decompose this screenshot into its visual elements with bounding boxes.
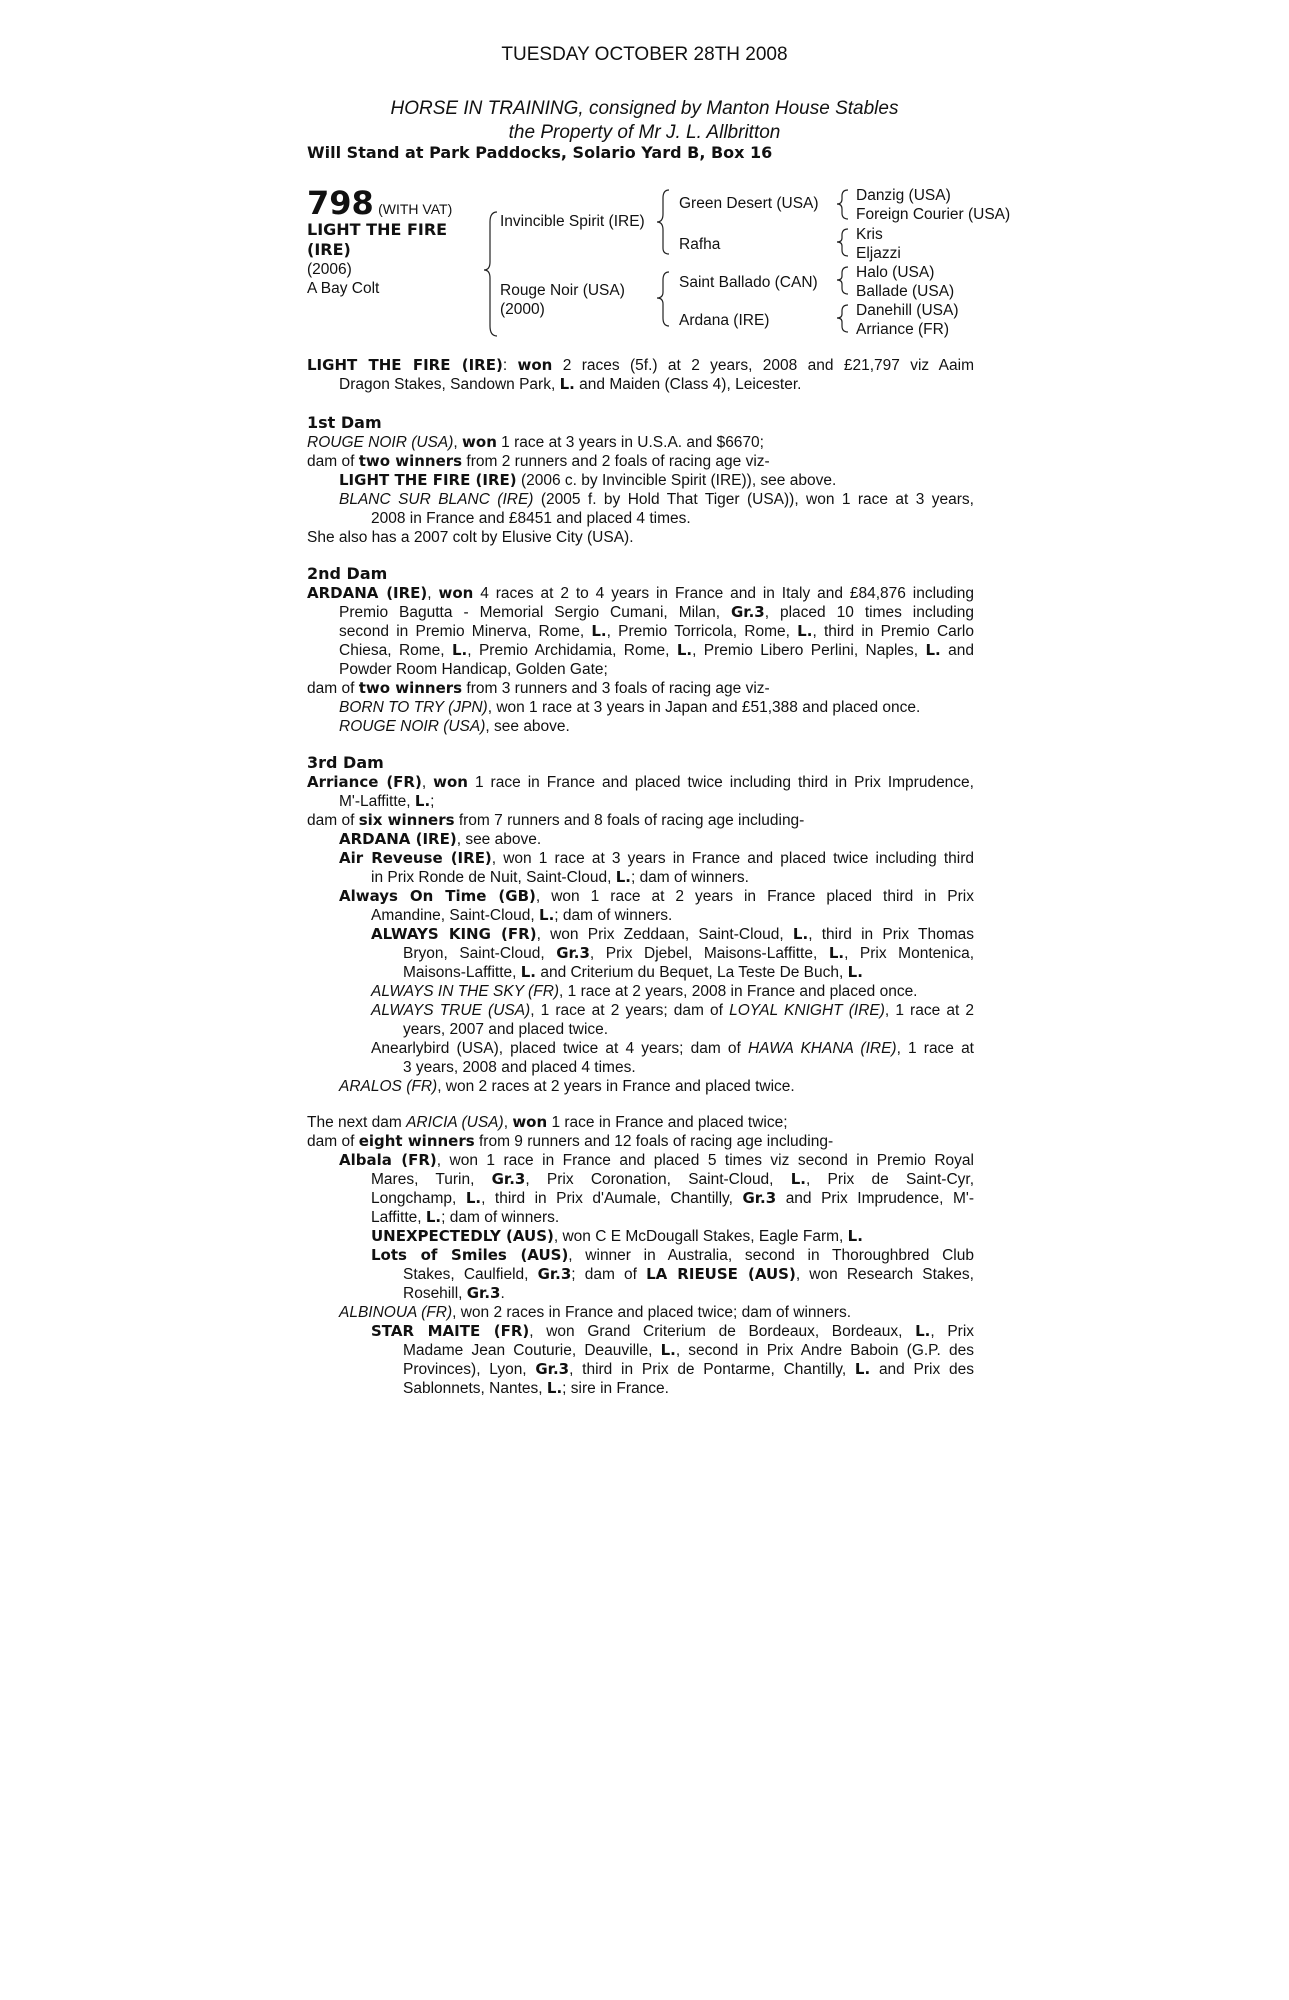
text-segment: two winners: [358, 679, 463, 697]
horse-origin: (IRE): [307, 240, 351, 259]
text-line: [307, 982, 974, 1001]
text-segment: , won C E McDougall Stakes, Eagle Farm,: [553, 1228, 848, 1245]
pedigree-dsd: Ballade (USA): [856, 283, 955, 300]
text-line: [307, 641, 974, 660]
text-line: [307, 753, 974, 773]
text-line: [307, 471, 974, 490]
text-segment: , third in Premio Carlo: [812, 623, 974, 640]
text-segment: (2005 f. by Hold That Tiger (USA)), won 1 race at 3 years,: [533, 491, 974, 508]
text-segment: , won Grand Criterium de Bordeaux, Bordeaux,: [529, 1323, 916, 1340]
text-line: [307, 1208, 974, 1227]
text-line: [307, 830, 974, 849]
text-line: [307, 1284, 974, 1303]
text-segment: won: [517, 356, 553, 374]
text-segment: ROUGE NOIR (USA): [307, 434, 454, 451]
text-segment: ARICIA (USA): [406, 1114, 504, 1131]
text-segment: Dragon Stakes, Sandown Park,: [339, 376, 560, 393]
vat-note: (WITH VAT): [378, 201, 453, 217]
text-segment: 2 races (5f.) at 2 years, 2008 and £21,797 viz Aaim: [552, 357, 974, 374]
text-segment: , won Research Stakes,: [795, 1266, 974, 1283]
text-segment: L.: [915, 1322, 931, 1340]
text-segment: years, 2007 and placed twice.: [403, 1021, 609, 1038]
text-segment: :: [502, 357, 518, 374]
text-segment: L.: [828, 944, 845, 962]
text-segment: , second in Prix Andre Baboin (G.P. des: [675, 1342, 974, 1359]
text-segment: won: [512, 1113, 548, 1131]
race-summary: [307, 356, 974, 394]
text-line: [307, 490, 974, 509]
text-segment: L.: [925, 641, 941, 659]
text-segment: , Prix Montenica,: [844, 945, 974, 962]
text-segment: ; dam of: [571, 1266, 647, 1283]
text-line: [307, 584, 974, 603]
text-segment: 1st Dam: [307, 413, 382, 432]
text-segment: and Prix des: [870, 1361, 974, 1378]
text-segment: ,: [427, 585, 439, 602]
pedigree-sss: Danzig (USA): [856, 187, 951, 204]
text-line: [307, 1246, 974, 1265]
text-segment: LA RIEUSE (AUS): [646, 1265, 796, 1283]
consignment-line: HORSE IN TRAINING, consigned by Manton House Stables: [390, 98, 899, 119]
text-line: [307, 925, 974, 944]
text-segment: LIGHT THE FIRE (IRE): [339, 471, 517, 489]
text-segment: L.: [451, 641, 468, 659]
text-segment: Anearlybird (USA), placed twice at 4 years; dam of: [371, 1040, 748, 1057]
text-segment: won: [433, 773, 468, 791]
pedigree-dss: Halo (USA): [856, 264, 935, 281]
text-line: [307, 375, 974, 394]
text-segment: Gr.3: [731, 603, 765, 621]
text-segment: , Prix de Saint-Cyr,: [806, 1171, 975, 1188]
text-line: [307, 1265, 974, 1284]
text-line: [307, 528, 974, 547]
text-segment: 3rd Dam: [307, 753, 384, 772]
text-segment: Bryon, Saint-Cloud,: [403, 945, 557, 962]
text-line: [307, 906, 974, 925]
text-segment: second in Premio Minerva, Rome,: [339, 623, 592, 640]
text-segment: Always On Time (GB): [339, 887, 536, 905]
text-segment: UNEXPECTEDLY (AUS): [371, 1227, 554, 1245]
text-segment: ; dam of winners.: [554, 907, 673, 924]
text-segment: , Prix Djebel, Maisons-Laffitte,: [589, 945, 829, 962]
text-segment: She also has a 2007 colt by Elusive City (USA).: [307, 529, 634, 546]
text-segment: Gr.3: [556, 944, 590, 962]
text-line: [307, 773, 974, 792]
text-line: [307, 811, 974, 830]
text-segment: Rosehill,: [403, 1285, 467, 1302]
text-segment: dam of: [307, 1133, 359, 1150]
pedigree-dam-sire: Saint Ballado (CAN): [679, 274, 818, 291]
property-line: the Property of Mr J. L. Allbritton: [508, 122, 781, 143]
text-line: [307, 698, 974, 717]
text-segment: , Premio Archidamia, Rome,: [467, 642, 677, 659]
text-segment: HAWA KHANA (IRE): [747, 1040, 897, 1057]
text-segment: six winners: [358, 811, 455, 829]
text-segment: , won 1 race in France and placed 5 times viz second in Premio Royal: [436, 1152, 974, 1169]
pedigree-dam-dam: Ardana (IRE): [679, 312, 770, 329]
text-line: [307, 1189, 974, 1208]
text-segment: Albala (FR): [339, 1151, 437, 1169]
second-dam-section: [307, 564, 974, 736]
text-segment: two winners: [358, 452, 463, 470]
text-segment: , third in Prix Thomas: [808, 926, 974, 943]
text-segment: Powder Room Handicap, Golden Gate;: [339, 661, 608, 678]
text-segment: BORN TO TRY (JPN): [339, 699, 488, 716]
text-segment: won: [462, 433, 497, 451]
pedigree-sds: Kris: [856, 226, 883, 243]
text-segment: L.: [847, 1227, 863, 1245]
text-line: [307, 1132, 974, 1151]
text-segment: 4 races at 2 to 4 years in France and in Italy and £84,876 including: [473, 585, 974, 602]
text-segment: , Prix: [930, 1323, 975, 1340]
text-segment: Sablonnets, Nantes,: [403, 1380, 547, 1397]
first-dam-section: [307, 413, 974, 547]
text-segment: from 3 runners and 3 foals of racing age viz-: [462, 680, 770, 697]
third-dam-section: [307, 753, 974, 1096]
text-line: [307, 660, 974, 679]
text-segment: , third in Prix d'Aumale, Chantilly,: [481, 1190, 743, 1207]
text-segment: Laffitte,: [371, 1209, 426, 1226]
text-line: [307, 1113, 974, 1132]
text-line: [307, 509, 974, 528]
lot-number: 798: [307, 184, 374, 222]
text-segment: dam of: [307, 680, 359, 697]
text-segment: dam of: [307, 812, 359, 829]
text-segment: Arriance (FR): [307, 773, 422, 791]
text-segment: Amandine, Saint-Cloud,: [371, 907, 540, 924]
text-segment: LIGHT THE FIRE (IRE): [307, 356, 503, 374]
text-segment: Madame Jean Couturie, Deauville,: [403, 1342, 661, 1359]
text-segment: ALBINOUA (FR): [339, 1304, 453, 1321]
text-line: [307, 433, 974, 452]
pedigree-dam-year: (2000): [500, 301, 545, 318]
text-segment: , won 1 race at 2 years in France placed third in Prix: [535, 888, 974, 905]
text-segment: ,: [503, 1114, 513, 1131]
text-segment: Gr.3: [742, 1189, 777, 1207]
text-segment: , see above.: [456, 831, 542, 848]
text-segment: and: [940, 642, 974, 659]
text-segment: ; sire in France.: [562, 1380, 669, 1397]
text-segment: M'-Laffitte,: [339, 793, 415, 810]
horse-name: LIGHT THE FIRE: [307, 220, 448, 239]
text-segment: ARDANA (IRE): [339, 830, 457, 848]
text-segment: , won Prix Zeddaan, Saint-Cloud,: [536, 926, 793, 943]
text-line: [307, 1058, 974, 1077]
text-segment: Longchamp,: [371, 1190, 466, 1207]
text-line: [307, 452, 974, 471]
text-line: [307, 1227, 974, 1246]
text-segment: , 1 race at 2: [884, 1002, 974, 1019]
text-segment: dam of: [307, 453, 359, 470]
text-segment: , see above.: [485, 718, 570, 735]
text-segment: (2006 c. by Invincible Spirit (IRE)), see above.: [516, 472, 837, 489]
text-segment: Stakes, Caulfield,: [403, 1266, 538, 1283]
text-segment: Gr.3: [537, 1265, 572, 1283]
text-segment: 1 race at 3 years in U.S.A. and $6670;: [496, 434, 764, 451]
text-segment: ROUGE NOIR (USA): [339, 718, 486, 735]
text-line: [307, 413, 974, 433]
text-segment: and Prix Imprudence, M'-: [776, 1190, 974, 1207]
text-segment: Gr.3: [466, 1284, 501, 1302]
text-segment: ALWAYS TRUE (USA): [371, 1002, 531, 1019]
text-line: [307, 1170, 974, 1189]
text-segment: 2008 in France and £8451 and placed 4 times.: [371, 510, 691, 527]
text-segment: ALWAYS IN THE SKY (FR): [371, 983, 560, 1000]
stand-location: Will Stand at Park Paddocks, Solario Yard B, Box 16: [307, 143, 773, 162]
text-segment: eight winners: [358, 1132, 475, 1150]
text-segment: , Premio Libero Perlini, Naples,: [692, 642, 926, 659]
text-segment: .: [500, 1285, 505, 1302]
text-line: [307, 1379, 974, 1398]
text-line: [307, 1039, 974, 1058]
text-segment: L.: [660, 1341, 676, 1359]
text-segment: L.: [847, 963, 863, 981]
text-line: [307, 887, 974, 906]
text-line: [307, 1322, 974, 1341]
text-line: [307, 1151, 974, 1170]
text-segment: L.: [520, 963, 537, 981]
text-line: [307, 603, 974, 622]
text-segment: L.: [591, 622, 607, 640]
pedigree-ssd: Foreign Courier (USA): [856, 206, 1011, 223]
text-line: [307, 1077, 974, 1096]
pedigree-sire-dam: Rafha: [679, 236, 721, 253]
text-line: [307, 868, 974, 887]
text-segment: and Maiden (Class 4), Leicester.: [574, 376, 802, 393]
text-segment: L.: [559, 375, 575, 393]
text-segment: , winner in Australia, second in Thoroughbred Club: [568, 1247, 974, 1264]
text-line: [307, 1341, 974, 1360]
text-segment: Maisons-Laffitte,: [403, 964, 521, 981]
text-line: [307, 1001, 974, 1020]
text-segment: ; dam of winners.: [630, 869, 749, 886]
sale-date: TUESDAY OCTOBER 28TH 2008: [501, 44, 788, 65]
text-segment: L.: [414, 792, 431, 810]
text-segment: ,: [453, 434, 463, 451]
text-segment: L.: [425, 1208, 442, 1226]
text-segment: BLANC SUR BLANC (IRE): [339, 491, 534, 508]
text-segment: , won 1 race at 3 years in Japan and £51,388 and placed once.: [487, 699, 921, 716]
text-segment: LOYAL KNIGHT (IRE): [729, 1002, 885, 1019]
text-line: [307, 1360, 974, 1379]
text-segment: , third in Prix de Pontarme, Chantilly,: [569, 1361, 855, 1378]
text-segment: Lots of Smiles (AUS): [371, 1246, 569, 1264]
text-line: [307, 717, 974, 736]
next-dam-section: [307, 1113, 974, 1398]
text-line: [307, 1020, 974, 1039]
pedigree-ddd: Arriance (FR): [856, 321, 950, 338]
text-segment: , Prix Coronation, Saint-Cloud,: [525, 1171, 791, 1188]
text-segment: in Prix Ronde de Nuit, Saint-Cloud,: [371, 869, 616, 886]
text-segment: , won 1 race at 3 years in France and placed twice including third: [491, 850, 974, 867]
text-segment: ; dam of winners.: [441, 1209, 560, 1226]
text-line: [307, 622, 974, 641]
text-segment: from 2 runners and 2 foals of racing age viz-: [462, 453, 770, 470]
text-segment: , won 2 races at 2 years in France and placed twice.: [437, 1078, 795, 1095]
pedigree-dam: Rouge Noir (USA): [500, 282, 625, 299]
text-segment: , 1 race at 2 years; dam of: [530, 1002, 730, 1019]
pedigree-dds: Danehill (USA): [856, 302, 959, 319]
text-segment: 3 years, 2008 and placed 4 times.: [403, 1059, 636, 1076]
text-segment: ,: [421, 774, 434, 791]
text-segment: won: [438, 584, 474, 602]
text-segment: L.: [539, 906, 555, 924]
foaling-year: (2006): [307, 261, 352, 278]
text-line: [307, 963, 974, 982]
text-segment: and Criterium du Bequet, La Teste De Buch,: [536, 964, 848, 981]
text-segment: , Premio Torricola, Rome,: [606, 623, 798, 640]
text-line: [307, 564, 974, 584]
pedigree-sdd: Eljazzi: [856, 245, 901, 262]
text-segment: Air Reveuse (IRE): [339, 849, 492, 867]
text-segment: Mares, Turin,: [371, 1171, 492, 1188]
text-segment: Gr.3: [535, 1360, 570, 1378]
text-segment: The next dam: [307, 1114, 407, 1131]
text-segment: , placed 10 times including: [764, 604, 974, 621]
text-segment: L.: [676, 641, 693, 659]
pedigree-sire: Invincible Spirit (IRE): [500, 213, 645, 230]
text-segment: L.: [546, 1379, 563, 1397]
text-segment: from 7 runners and 8 foals of racing age including-: [454, 812, 805, 829]
text-segment: L.: [790, 1170, 806, 1188]
text-line: [307, 679, 974, 698]
pedigree-sire-sire: Green Desert (USA): [679, 195, 819, 212]
lot-details: [307, 186, 452, 298]
text-segment: 1 race in France and placed twice;: [547, 1114, 788, 1131]
text-segment: 1 race in France and placed twice including third in Prix Imprudence,: [467, 774, 974, 791]
text-segment: ;: [430, 793, 435, 810]
text-segment: Provinces), Lyon,: [403, 1361, 536, 1378]
text-segment: ARDANA (IRE): [307, 584, 428, 602]
text-segment: 2nd Dam: [307, 564, 388, 583]
text-segment: Gr.3: [491, 1170, 526, 1188]
text-segment: ARALOS (FR): [339, 1078, 438, 1095]
text-line: [307, 849, 974, 868]
text-segment: STAR MAITE (FR): [371, 1322, 530, 1340]
text-segment: ALWAYS KING (FR): [371, 925, 537, 943]
text-segment: , 1 race at: [896, 1040, 974, 1057]
text-segment: , won 2 races in France and placed twice; dam of winners.: [452, 1304, 851, 1321]
text-segment: L.: [465, 1189, 482, 1207]
text-segment: L.: [792, 925, 809, 943]
text-segment: L.: [797, 622, 813, 640]
text-segment: from 9 runners and 12 foals of racing age including-: [474, 1133, 834, 1150]
text-segment: L.: [854, 1360, 871, 1378]
text-line: [307, 944, 974, 963]
text-line: [307, 1303, 974, 1322]
text-segment: , 1 race at 2 years, 2008 in France and placed once.: [559, 983, 918, 1000]
text-segment: L.: [615, 868, 631, 886]
horse-description: A Bay Colt: [307, 280, 380, 297]
text-segment: Premio Bagutta - Memorial Sergio Cumani, Milan,: [339, 604, 731, 621]
text-segment: Chiesa, Rome,: [339, 642, 452, 659]
text-line: [307, 792, 974, 811]
text-line: [307, 356, 974, 375]
